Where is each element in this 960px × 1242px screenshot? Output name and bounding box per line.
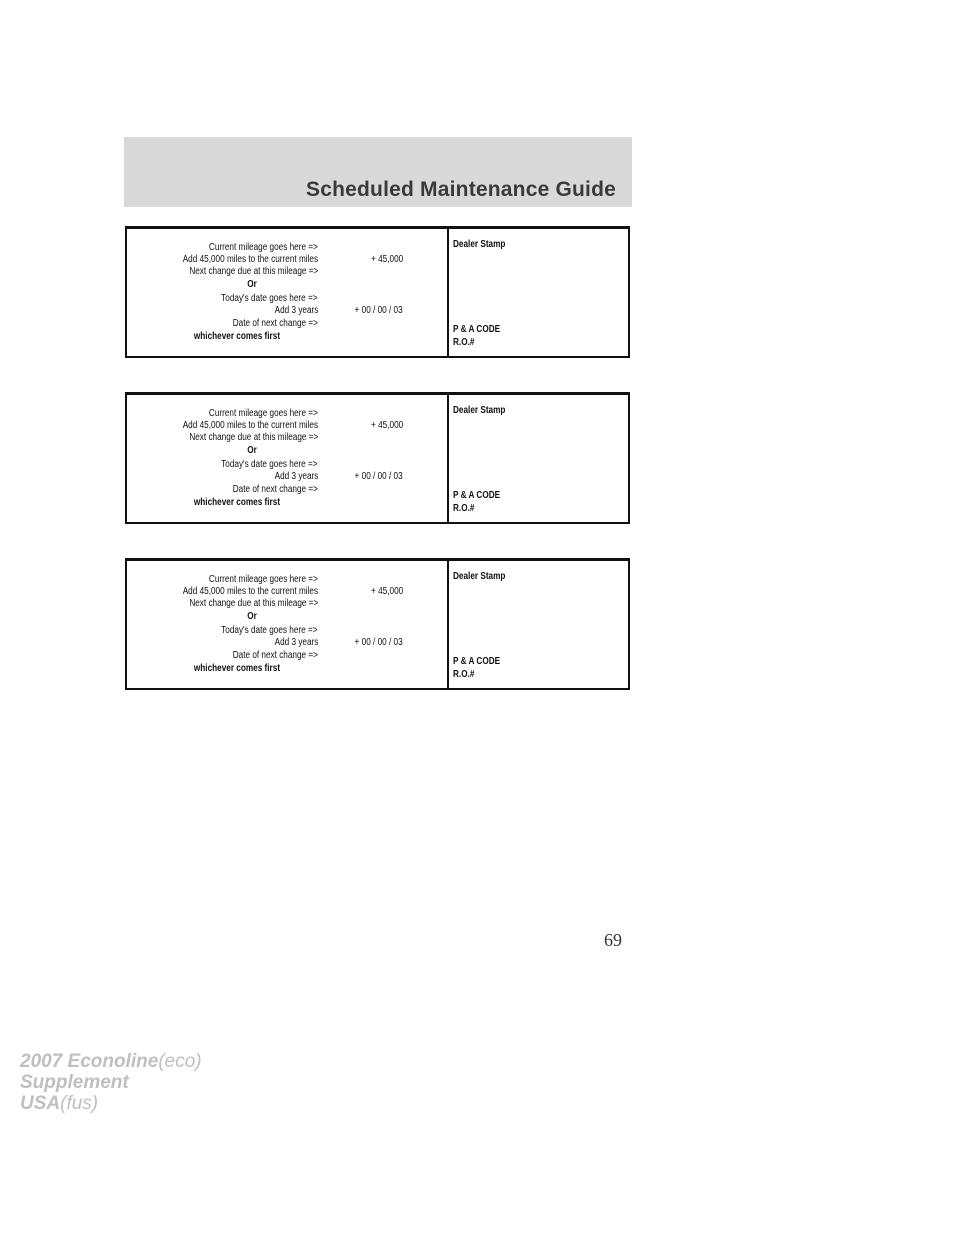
add-years-label: Add 3 years (274, 637, 318, 648)
next-change-mileage-label: Next change due at this mileage => (188, 598, 318, 609)
add-miles-value: + 45,000 (370, 586, 403, 597)
add-years-value: + 00 / 00 / 03 (354, 637, 403, 648)
next-change-mileage-label: Next change due at this mileage => (188, 266, 318, 277)
footer-region: USA (20, 1093, 61, 1114)
section-header-band (124, 137, 632, 207)
ro-label: R.O.# (453, 669, 475, 680)
date-next-change-label: Date of next change => (232, 484, 318, 495)
page-number: 69 (604, 930, 622, 950)
footer-model: 2007 Econoline (20, 1051, 159, 1072)
next-change-mileage-label: Next change due at this mileage => (188, 432, 318, 443)
date-next-change-label: Date of next change => (232, 318, 318, 329)
maintenance-record-card (125, 558, 630, 690)
add-miles-label: Add 45,000 miles to the current miles (182, 420, 318, 431)
current-mileage-label: Current mileage goes here => (209, 574, 318, 585)
footer-model-code: (eco) (158, 1051, 202, 1072)
add-miles-label: Add 45,000 miles to the current miles (182, 254, 318, 265)
card-divider (447, 229, 449, 356)
add-miles-value: + 45,000 (370, 254, 403, 265)
or-label: Or (247, 445, 257, 456)
dealer-stamp-label: Dealer Stamp (453, 571, 506, 582)
add-years-value: + 00 / 00 / 03 (354, 305, 403, 316)
footer-line-region (20, 1093, 202, 1114)
add-miles-value: + 45,000 (370, 420, 403, 431)
pa-code-label: P & A CODE (453, 490, 501, 501)
todays-date-label: Today's date goes here => (221, 459, 318, 470)
maintenance-record-card (125, 226, 630, 358)
todays-date-label: Today's date goes here => (221, 293, 318, 304)
whichever-label: whichever comes first (193, 331, 280, 342)
ro-label: R.O.# (453, 337, 475, 348)
or-label: Or (247, 611, 257, 622)
todays-date-label: Today's date goes here => (221, 625, 318, 636)
card-divider (447, 561, 449, 688)
card-divider (447, 395, 449, 522)
current-mileage-label: Current mileage goes here => (209, 408, 318, 419)
section-title: Scheduled Maintenance Guide (306, 178, 616, 201)
whichever-label: whichever comes first (193, 497, 280, 508)
ro-label: R.O.# (453, 503, 475, 514)
add-years-value: + 00 / 00 / 03 (354, 471, 403, 482)
or-label: Or (247, 279, 257, 290)
footer-line-model (20, 1051, 202, 1072)
whichever-label: whichever comes first (193, 663, 280, 674)
maintenance-record-card (125, 392, 630, 524)
document-footer (20, 1051, 202, 1114)
add-years-label: Add 3 years (274, 305, 318, 316)
footer-region-code: (fus) (60, 1093, 99, 1114)
add-years-label: Add 3 years (274, 471, 318, 482)
pa-code-label: P & A CODE (453, 324, 501, 335)
dealer-stamp-label: Dealer Stamp (453, 239, 506, 250)
add-miles-label: Add 45,000 miles to the current miles (182, 586, 318, 597)
dealer-stamp-label: Dealer Stamp (453, 405, 506, 416)
date-next-change-label: Date of next change => (232, 650, 318, 661)
current-mileage-label: Current mileage goes here => (209, 242, 318, 253)
footer-doc: Supplement (20, 1072, 129, 1093)
pa-code-label: P & A CODE (453, 656, 501, 667)
